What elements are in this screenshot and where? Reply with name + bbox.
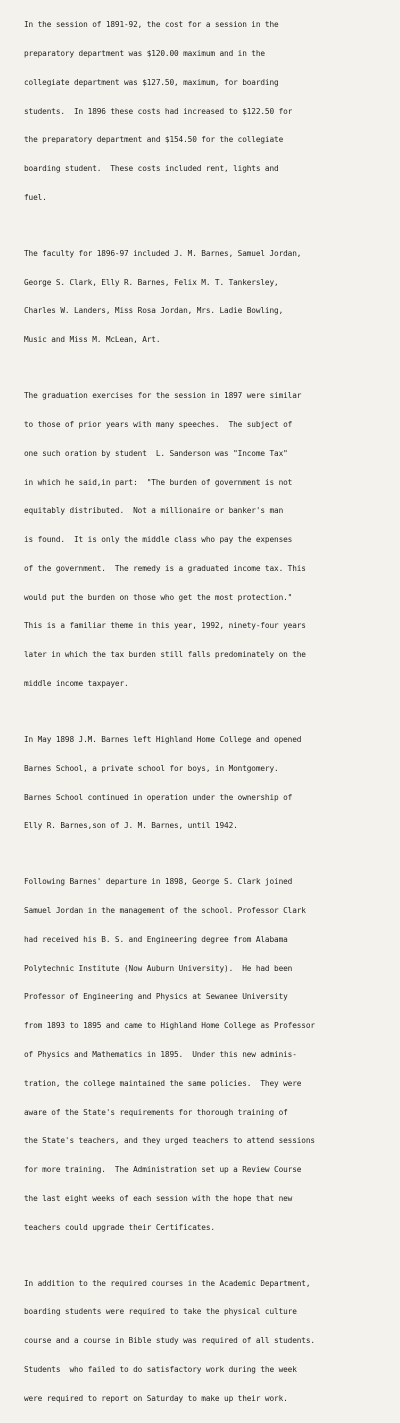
- text-line: collegiate department was $127.50, maximum, for boarding: [24, 77, 279, 87]
- text-line: In May 1898 J.M. Barnes left Highland Home College and opened: [24, 734, 302, 744]
- text-line: The graduation exercises for the session in 1897 were similar: [24, 391, 302, 401]
- text-line: Polytechnic Institute (Now Auburn University). He had been: [24, 963, 293, 973]
- text-line: In addition to the required courses in the Academic Department,: [24, 1278, 311, 1288]
- text-line: the preparatory department and $154.50 for the collegiate: [24, 135, 284, 145]
- text-line: boarding student. These costs included rent, lights and: [24, 164, 279, 174]
- text-line: boarding students were required to take the physical culture: [24, 1307, 297, 1317]
- text-line: teachers could upgrade their Certificates.: [24, 1222, 215, 1232]
- text-line: later in which the tax burden still falls predominately on the: [24, 650, 306, 660]
- text-line: This is a familiar theme in this year, 1992, ninety-four years: [24, 621, 306, 631]
- text-line: equitably distributed. Not a millionaire or banker's man: [24, 506, 284, 516]
- text-line: is found. It is only the middle class who pay the expenses: [24, 535, 293, 545]
- text-line: preparatory department was $120.00 maximum and in the: [24, 48, 265, 58]
- text-line: Samuel Jordan in the management of the school. Professor Clark: [24, 906, 306, 916]
- text-line: Following Barnes' departure in 1898, George S. Clark joined: [24, 877, 293, 887]
- text-line: Barnes School, a private school for boys, in Montgomery.: [24, 763, 279, 773]
- paragraph-session-costs: [24, 1, 390, 222]
- text-line: of Physics and Mathematics in 1895. Under this new adminis-: [24, 1049, 297, 1059]
- text-line: George S. Clark, Elly R. Barnes, Felix M. T. Tankersley,: [24, 277, 279, 287]
- text-line: tration, the college maintained the same policies. They were: [24, 1078, 302, 1088]
- paragraph-required-courses: [24, 1259, 390, 1422]
- text-line: were required to report on Saturday to make up their work.: [24, 1393, 288, 1403]
- text-line: middle income taxpayer.: [24, 678, 129, 688]
- text-line: from 1893 to 1895 and came to Highland Home College as Professor: [24, 1021, 315, 1031]
- text-line: of the government. The remedy is a graduated income tax. This: [24, 563, 306, 573]
- text-line: to those of prior years with many speeches. The subject of: [24, 419, 293, 429]
- text-line: Students who failed to do satisfactory work during the week: [24, 1364, 297, 1374]
- text-line: would put the burden on those who get the most protection.": [24, 592, 293, 602]
- text-line: in which he said,in part: "The burden of government is not: [24, 477, 293, 487]
- text-line: for more training. The Administration set up a Review Course: [24, 1165, 302, 1175]
- text-line: students. In 1896 these costs had increased to $122.50 for: [24, 106, 293, 116]
- text-line: Professor of Engineering and Physics at Sewanee University: [24, 992, 288, 1002]
- text-line: had received his B. S. and Engineering degree from Alabama: [24, 934, 288, 944]
- paragraph-barnes-school: [24, 716, 390, 850]
- text-line: aware of the State's requirements for thorough training of: [24, 1107, 288, 1117]
- text-line: one such oration by student L. Sanderson was "Income Tax": [24, 448, 288, 458]
- text-line: Charles W. Landers, Miss Rosa Jordan, Mrs. Ladie Bowling,: [24, 306, 284, 316]
- paragraph-graduation: [24, 372, 390, 708]
- text-line: Elly R. Barnes,son of J. M. Barnes, until 1942.: [24, 821, 238, 831]
- text-line: Barnes School continued in operation under the ownership of: [24, 792, 293, 802]
- text-line: course and a course in Bible study was required of all students.: [24, 1336, 315, 1346]
- text-line: In the session of 1891-92, the cost for a session in the: [24, 20, 279, 30]
- text-line: the State's teachers, and they urged teachers to attend sessions: [24, 1136, 315, 1146]
- text-line: the last eight weeks of each session with the hope that new: [24, 1193, 293, 1203]
- text-line: The faculty for 1896-97 included J. M. Barnes, Samuel Jordan,: [24, 248, 302, 258]
- paragraph-faculty: [24, 230, 390, 364]
- text-line: Music and Miss M. McLean, Art.: [24, 335, 161, 345]
- text-line: fuel.: [24, 192, 47, 202]
- paragraph-clark-administration: [24, 858, 390, 1251]
